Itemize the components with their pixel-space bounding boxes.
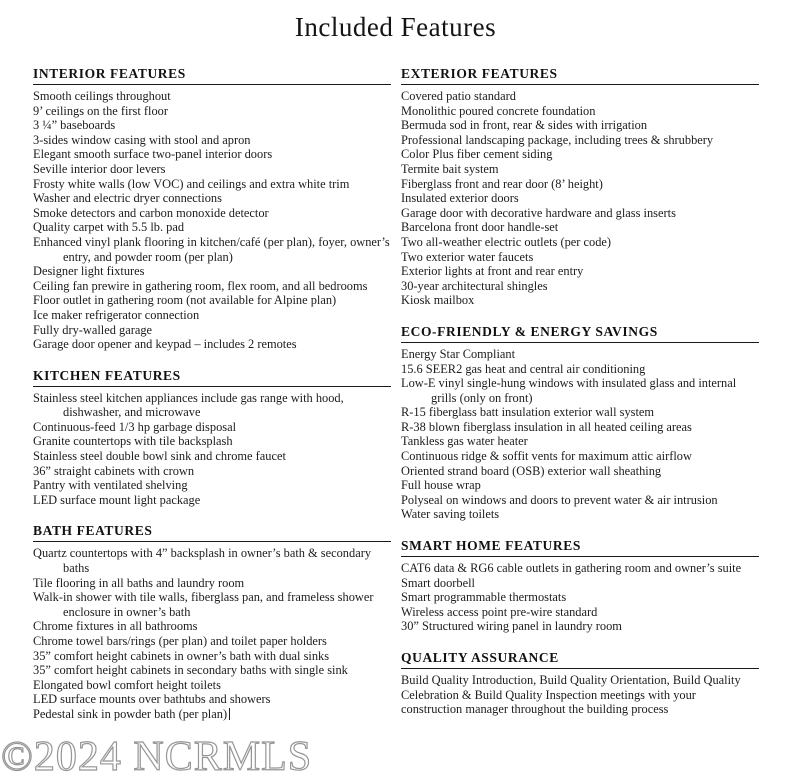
feature-item: Chrome towel bars/rings (per plan) and toilet paper holders	[33, 634, 327, 648]
ncrmls-watermark: ©2024 NCRMLS	[1, 734, 313, 780]
feature-list	[401, 347, 759, 522]
feature-list	[33, 391, 391, 508]
feature-item: Monolithic poured concrete foundation	[401, 103, 596, 118]
feature-item: 30” Structured wiring panel in laundry room	[401, 619, 622, 634]
feature-item: Pedestal sink in powder bath (per plan)	[33, 707, 391, 722]
feature-item: LED surface mount light package	[33, 492, 201, 507]
feature-item: Kiosk mailbox	[401, 293, 475, 308]
feature-item: Ice maker refrigerator connection	[33, 307, 200, 322]
feature-item: Smoke detectors and carbon monoxide detector	[33, 205, 269, 220]
feature-item: 3 ¼” baseboards	[33, 118, 116, 133]
feature-item: Two all-weather electric outlets (per code)	[401, 234, 612, 249]
feature-item: Build Quality Introduction, Build Quality Orientation, Build Quality Celebration & Build Quality Inspection meetings with your construction manager throughout the building process	[401, 673, 741, 717]
feature-item: Color Plus fiber cement siding	[401, 147, 553, 162]
feature-item: Water saving toilets	[401, 507, 500, 522]
feature-item: Floor outlet in gathering room (not available for Alpine plan)	[33, 293, 337, 308]
feature-item: Full house wrap	[401, 478, 481, 493]
feature-item: Continuous-feed 1/3 hp garbage disposal	[33, 419, 237, 434]
feature-list	[33, 89, 391, 352]
feature-item: Tile flooring in all baths and laundry room	[33, 575, 245, 590]
feature-item: Walk-in shower with tile walls, fiberglass pan, and frameless shower enclosure in owner’s bath	[33, 590, 374, 619]
feature-item: Covered patio standard	[401, 89, 516, 103]
feature-item: 30-year architectural shingles	[401, 278, 548, 293]
feature-item: Fully dry-walled garage	[33, 322, 153, 337]
feature-item: Washer and electric dryer connections	[33, 191, 222, 206]
feature-item: Enhanced vinyl plank flooring in kitchen/café (per plan), foyer, owner’s entry, and powder room (per plan)	[33, 234, 390, 264]
feature-item: Two exterior water faucets	[401, 249, 534, 264]
feature-item: Smooth ceilings throughout	[33, 89, 171, 103]
feature-item: Pantry with ventilated shelving	[33, 478, 188, 493]
feature-item: CAT6 data & RG6 cable outlets in gathering room and owner’s suite	[401, 561, 742, 576]
feature-item: R-38 blown fiberglass insulation in all heated ceiling areas	[401, 419, 692, 434]
feature-item: 36” straight cabinets with crown	[33, 463, 195, 478]
feature-item: 35” comfort height cabinets in secondary baths with single sink	[33, 663, 348, 678]
feature-item: Quality carpet with 5.5 lb. pad	[33, 220, 185, 235]
feature-item: 9’ ceilings on the first floor	[33, 103, 169, 118]
feature-list	[401, 89, 759, 308]
feature-item: Insulated exterior doors	[401, 191, 519, 206]
section-heading: QUALITY ASSURANCE	[401, 650, 759, 669]
section-heading: BATH FEATURES	[33, 523, 391, 542]
feature-item: Low-E vinyl single-hung windows with insulated glass and internal grills (only on front)	[401, 376, 737, 405]
feature-item: Termite bait system	[401, 161, 499, 176]
feature-item: Wireless access point pre-wire standard	[401, 604, 598, 619]
feature-item: Smart doorbell	[401, 575, 475, 590]
feature-item: Ceiling fan prewire in gathering room, flex room, and all bedrooms	[33, 278, 368, 293]
feature-item: Elegant smooth surface two-panel interior doors	[33, 147, 273, 162]
feature-item: Polyseal on windows and doors to prevent water & air intrusion	[401, 492, 718, 507]
feature-item: Exterior lights at front and rear entry	[401, 264, 584, 279]
feature-item: Chrome fixtures in all bathrooms	[33, 619, 198, 634]
feature-item: Professional landscaping package, including trees & shrubbery	[401, 132, 714, 147]
column-right	[401, 66, 759, 722]
feature-item: LED surface mounts over bathtubs and showers	[33, 692, 271, 707]
column-left	[33, 66, 391, 722]
section-heading: SMART HOME FEATURES	[401, 538, 759, 557]
feature-item: R-15 fiberglass batt insulation exterior wall system	[401, 405, 655, 420]
feature-item: Garage door with decorative hardware and glass inserts	[401, 205, 676, 220]
feature-item: 35” comfort height cabinets in owner’s bath with dual sinks	[33, 648, 330, 663]
feature-item: Oriented strand board (OSB) exterior wall sheathing	[401, 463, 662, 478]
feature-item: Stainless steel double bowl sink and chrome faucet	[33, 449, 286, 464]
feature-item: Garage door opener and keypad – includes 2 remotes	[33, 337, 297, 352]
feature-item: Designer light fixtures	[33, 264, 145, 279]
feature-columns	[0, 43, 791, 722]
feature-item: 15.6 SEER2 gas heat and central air conditioning	[401, 361, 646, 376]
feature-list	[401, 561, 759, 634]
page-title: Included Features	[294, 12, 497, 42]
feature-item: Fiberglass front and rear door (8’ height)	[401, 176, 603, 191]
feature-list	[33, 546, 391, 721]
text-cursor	[229, 708, 230, 720]
feature-list	[401, 673, 759, 717]
feature-item: 3-sides window casing with stool and apron	[33, 132, 251, 147]
feature-item: Smart programmable thermostats	[401, 590, 567, 605]
section-heading: KITCHEN FEATURES	[33, 368, 391, 387]
feature-item: Continuous ridge & soffit vents for maximum attic airflow	[401, 449, 692, 464]
feature-item: Frosty white walls (low VOC) and ceilings and extra white trim	[33, 176, 350, 191]
feature-item: Tankless gas water heater	[401, 434, 528, 449]
feature-item: Quartz countertops with 4” backsplash in owner’s bath & secondary baths	[33, 546, 372, 576]
section-heading: INTERIOR FEATURES	[33, 66, 391, 85]
feature-item: Stainless steel kitchen appliances include gas range with hood, dishwasher, and microwave	[33, 390, 344, 420]
feature-item: Elongated bowl comfort height toilets	[33, 677, 221, 692]
feature-item: Seville interior door levers	[33, 161, 166, 176]
section-heading: ECO-FRIENDLY & ENERGY SAVINGS	[401, 324, 759, 343]
feature-item: Energy Star Compliant	[401, 346, 516, 361]
feature-item: Granite countertops with tile backsplash	[33, 434, 233, 449]
feature-item: Bermuda sod in front, rear & sides with irrigation	[401, 118, 648, 133]
section-heading: EXTERIOR FEATURES	[401, 66, 759, 85]
feature-item: Barcelona front door handle-set	[401, 220, 559, 235]
